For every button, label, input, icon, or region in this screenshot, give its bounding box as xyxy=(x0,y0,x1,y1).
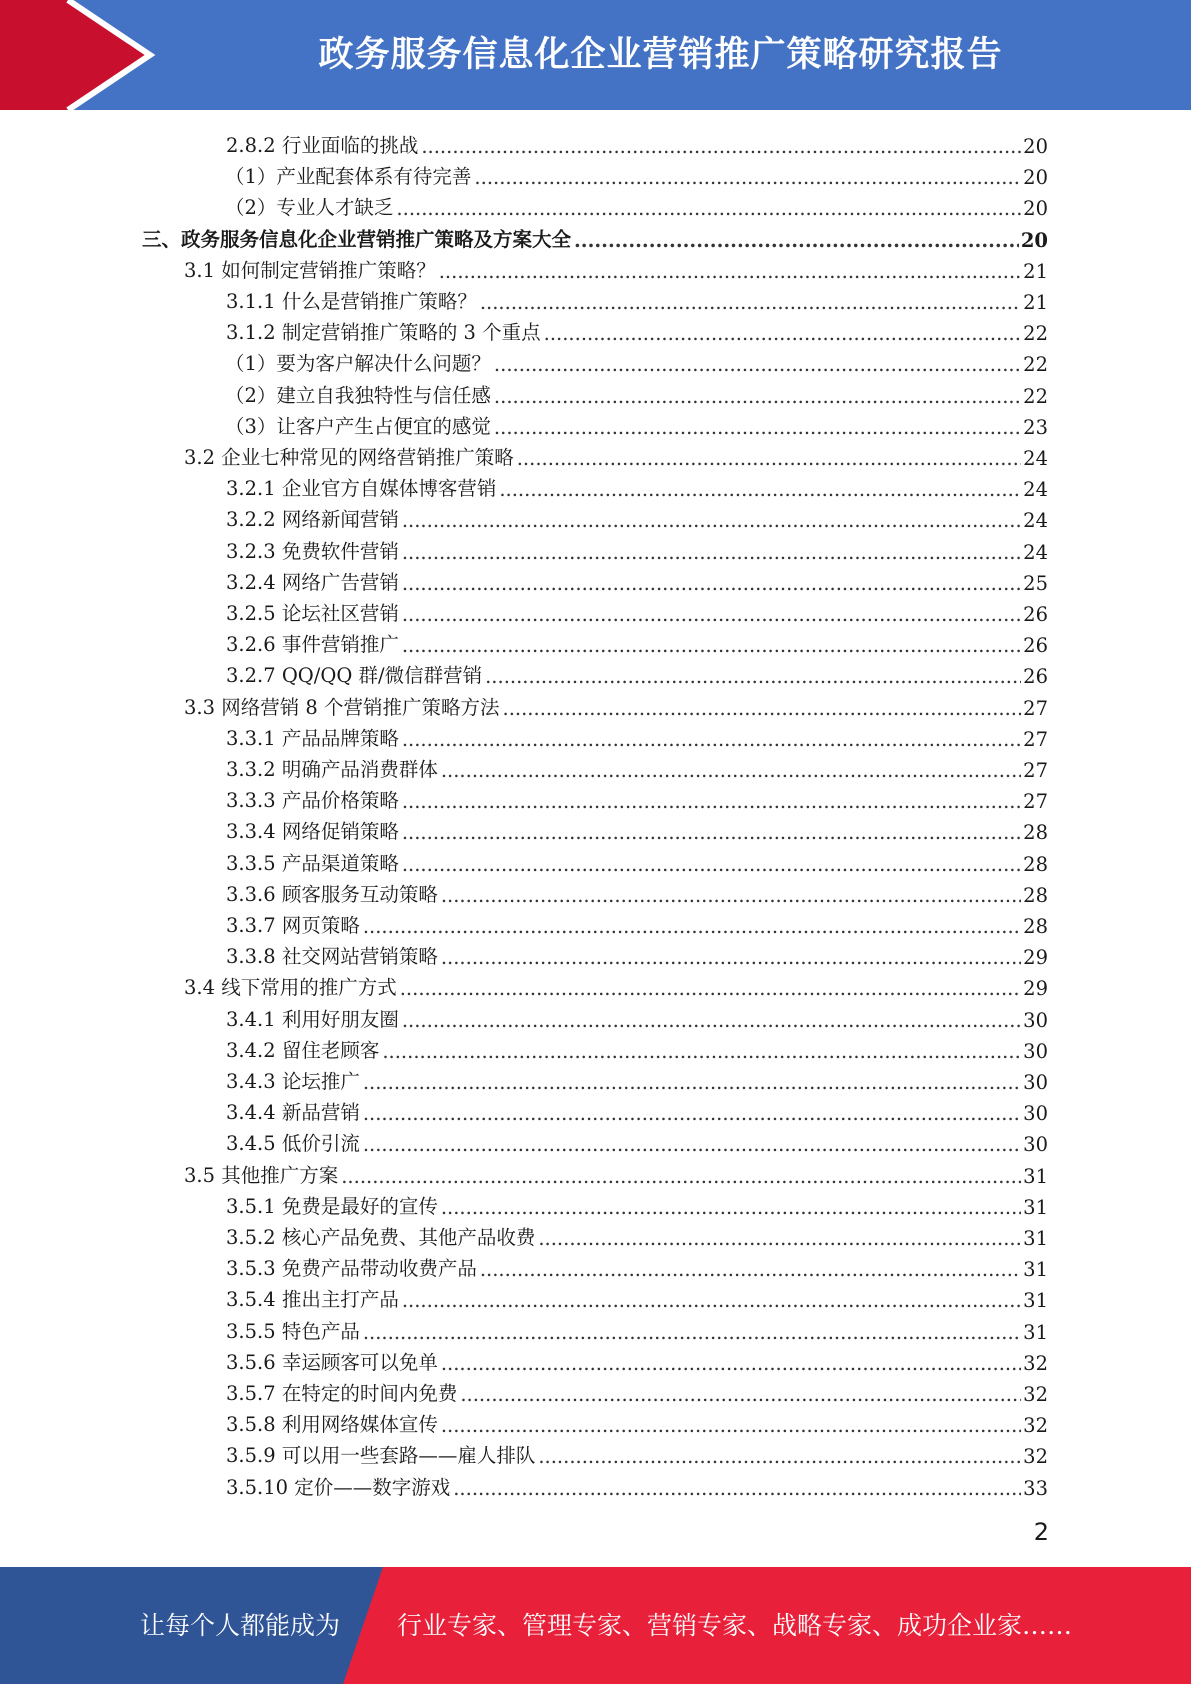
toc-dot-leader xyxy=(538,1227,1021,1250)
toc-entry-title: 3.5.4 推出主打产品 xyxy=(226,1288,399,1312)
toc-entry-page: 28 xyxy=(1023,883,1048,907)
toc-entry-page: 32 xyxy=(1023,1414,1048,1438)
toc-entry-page: 24 xyxy=(1023,540,1048,564)
toc-entry-title: 3.5.9 可以用一些套路——雇人排队 xyxy=(226,1444,536,1468)
toc-entry-title: 3.4.4 新品营销 xyxy=(226,1101,360,1125)
toc-entry-page: 31 xyxy=(1023,1227,1048,1250)
toc-entry[interactable] xyxy=(226,470,1048,501)
toc-dot-leader xyxy=(402,728,1021,751)
toc-entry-page: 30 xyxy=(1023,1071,1048,1094)
toc-dot-leader xyxy=(480,1258,1021,1281)
toc-entry[interactable] xyxy=(226,813,1048,844)
toc-entry-title: （1）要为客户解决什么问题？ xyxy=(225,352,491,376)
toc-entry-title: 3.5.6 幸运顾客可以免单 xyxy=(226,1350,438,1374)
toc-entry-page: 27 xyxy=(1023,790,1048,814)
toc-entry[interactable] xyxy=(226,1094,1048,1125)
toc-entry-title: 2.8.2 行业面临的挑战 xyxy=(226,134,419,157)
toc-entry-page: 24 xyxy=(1023,478,1048,502)
toc-entry-title: 3.2.2 网络新闻营销 xyxy=(226,508,399,532)
toc-entry-title: 3.3.8 社交网站营销策略 xyxy=(226,945,438,969)
toc-entry-page: 22 xyxy=(1023,322,1048,346)
toc-dot-leader xyxy=(441,884,1021,907)
toc-entry-page: 20 xyxy=(1023,197,1048,221)
toc-dot-leader xyxy=(494,385,1021,408)
toc-dot-leader xyxy=(402,572,1021,595)
toc-dot-leader xyxy=(441,759,1021,782)
toc-entry[interactable] xyxy=(226,501,1048,532)
toc-dot-leader xyxy=(402,1289,1021,1312)
toc-dot-leader xyxy=(480,291,1021,314)
toc-entry-page: 31 xyxy=(1023,1164,1048,1188)
toc-entry-title: 3.4 线下常用的推广方式 xyxy=(184,976,397,1000)
toc-dot-leader xyxy=(402,1009,1021,1032)
toc-entry-page: 22 xyxy=(1023,384,1048,408)
toc-entry-title: 3.4.1 利用好朋友圈 xyxy=(226,1007,399,1031)
toc-entry-page: 30 xyxy=(1023,1133,1048,1157)
toc-entry[interactable] xyxy=(226,720,1048,751)
toc-entry[interactable] xyxy=(184,969,1048,1000)
toc-entry-title: 3.5.8 利用网络媒体宣传 xyxy=(226,1413,438,1437)
toc-dot-leader xyxy=(441,1414,1021,1437)
toc-dot-leader xyxy=(439,260,1021,283)
toc-entry[interactable] xyxy=(225,345,1048,376)
toc-entry[interactable] xyxy=(184,252,1048,283)
toc-entry-page: 24 xyxy=(1023,509,1048,533)
toc-entry-title: 3.2.3 免费软件营销 xyxy=(226,539,399,563)
toc-entry-title: 3.2.7 QQ/QQ 群/微信群营销 xyxy=(226,664,483,688)
toc-entry[interactable] xyxy=(226,1281,1048,1312)
toc-entry-title: 3.1 如何制定营销推广策略？ xyxy=(184,258,436,282)
toc-dot-leader xyxy=(494,353,1021,376)
toc-entry[interactable] xyxy=(226,595,1048,626)
toc-entry-title: （3）让客户产生占便宜的感觉 xyxy=(225,414,491,438)
toc-entry[interactable] xyxy=(225,158,1048,189)
toc-entry-title: 3.3.4 网络促销策略 xyxy=(226,820,399,844)
toc-entry-title: 3.3.1 产品品牌策略 xyxy=(226,726,399,750)
toc-entry-title: （1）产业配套体系有待完善 xyxy=(225,165,472,189)
toc-entry[interactable] xyxy=(226,751,1048,782)
page-header xyxy=(0,0,1191,110)
toc-dot-leader xyxy=(544,322,1022,345)
toc-entry-page: 27 xyxy=(1023,727,1048,751)
toc-entry-page: 20 xyxy=(1023,166,1048,190)
toc-entry[interactable] xyxy=(226,1250,1048,1281)
toc-entry[interactable] xyxy=(226,907,1048,938)
toc-dot-leader xyxy=(382,1040,1021,1063)
toc-entry-page: 32 xyxy=(1023,1383,1048,1406)
toc-entry-title: 3.2 企业七种常见的网络营销推广策略 xyxy=(184,446,514,469)
toc-entry-page: 26 xyxy=(1023,665,1048,689)
toc-entry[interactable] xyxy=(225,377,1048,408)
footer-slogan: 让每个人都能成为 xyxy=(140,1611,341,1640)
toc-entry[interactable] xyxy=(226,626,1048,657)
toc-dot-leader xyxy=(400,977,1021,1000)
header-chevron-decoration xyxy=(0,0,160,110)
toc-dot-leader xyxy=(453,1477,1021,1500)
page-number: 2 xyxy=(1033,1518,1049,1546)
toc-dot-leader xyxy=(402,603,1021,626)
toc-entry-title: 3.4.2 留住老顾客 xyxy=(226,1038,380,1062)
toc-dot-leader xyxy=(538,1445,1021,1468)
toc-entry[interactable] xyxy=(226,127,1048,158)
toc-entry-title: 3.5 其他推广方案 xyxy=(184,1163,339,1187)
toc-entry-title: 3.3 网络营销 8 个营销推广策略方法 xyxy=(184,695,500,719)
toc-entry-page: 27 xyxy=(1023,759,1048,782)
toc-entry-page: 25 xyxy=(1023,571,1048,595)
toc-entry-title: 3.5.2 核心产品免费、其他产品收费 xyxy=(226,1226,536,1249)
toc-entry-page: 20 xyxy=(1020,228,1048,252)
toc-dot-leader xyxy=(441,946,1021,969)
toc-dot-leader xyxy=(503,697,1022,720)
toc-dot-leader xyxy=(402,853,1021,876)
toc-dot-leader xyxy=(402,541,1021,564)
toc-entry-title: 3.4.3 论坛推广 xyxy=(226,1070,360,1093)
toc-entry[interactable] xyxy=(226,845,1048,876)
toc-entry-page: 21 xyxy=(1023,291,1048,314)
toc-entry-title: 3.3.2 明确产品消费群体 xyxy=(226,758,438,781)
toc-entry-page: 23 xyxy=(1023,415,1048,439)
toc-dot-leader xyxy=(421,135,1021,158)
toc-entry[interactable] xyxy=(226,657,1048,688)
toc-entry-title: 3.3.5 产品渠道策略 xyxy=(226,851,399,875)
toc-entry-page: 26 xyxy=(1023,603,1048,626)
toc-entry-title: 3.5.3 免费产品带动收费产品 xyxy=(226,1257,477,1281)
toc-dot-leader xyxy=(363,1071,1021,1094)
toc-dot-leader xyxy=(402,634,1021,657)
toc-dot-leader xyxy=(341,1165,1021,1188)
toc-dot-leader xyxy=(363,1321,1021,1344)
toc-entry[interactable] xyxy=(142,221,1048,252)
toc-entry[interactable] xyxy=(225,189,1048,220)
toc-dot-leader xyxy=(574,229,1019,252)
toc-dot-leader xyxy=(474,166,1021,189)
toc-entry-page: 32 xyxy=(1023,1351,1048,1375)
toc-entry-page: 31 xyxy=(1023,1289,1048,1313)
toc-entry-page: 29 xyxy=(1023,946,1048,970)
toc-entry[interactable] xyxy=(226,938,1048,969)
toc-entry-page: 31 xyxy=(1023,1320,1048,1344)
toc-dot-leader xyxy=(363,1133,1021,1156)
toc-entry[interactable] xyxy=(226,1406,1048,1437)
toc-entry[interactable] xyxy=(226,782,1048,813)
toc-entry-title: 3.5.10 定价——数字游戏 xyxy=(226,1475,451,1499)
toc-entry-title: 3.2.1 企业官方自媒体博客营销 xyxy=(226,477,497,501)
toc-entry[interactable] xyxy=(226,283,1048,314)
toc-dot-leader xyxy=(499,478,1021,501)
toc-entry-title: 3.5.1 免费是最好的宣传 xyxy=(226,1194,438,1218)
toc-entry-page: 20 xyxy=(1023,135,1048,158)
toc-entry[interactable] xyxy=(226,1344,1048,1375)
toc-dot-leader xyxy=(363,1102,1021,1125)
toc-entry-title: 3.5.7 在特定的时间内免费 xyxy=(226,1382,458,1405)
toc-dot-leader xyxy=(485,665,1021,688)
toc-entry[interactable] xyxy=(226,533,1048,564)
toc-entry-page: 28 xyxy=(1023,821,1048,845)
toc-dot-leader xyxy=(402,821,1021,844)
toc-entry[interactable] xyxy=(184,689,1048,720)
toc-dot-leader xyxy=(402,509,1021,532)
toc-entry-page: 33 xyxy=(1023,1476,1048,1500)
toc-entry[interactable] xyxy=(226,1469,1048,1500)
toc-entry-page: 28 xyxy=(1023,852,1048,876)
toc-entry-title: 3.2.4 网络广告营销 xyxy=(226,570,399,594)
page-footer xyxy=(0,1567,1191,1684)
toc-entry-page: 30 xyxy=(1023,1008,1048,1032)
toc-entry[interactable] xyxy=(226,1437,1048,1468)
toc-entry-page: 24 xyxy=(1023,447,1048,470)
toc-entry-page: 30 xyxy=(1023,1102,1048,1126)
toc-entry-page: 28 xyxy=(1023,915,1048,938)
toc-entry-page: 22 xyxy=(1023,353,1048,377)
toc-entry[interactable] xyxy=(226,1063,1048,1094)
toc-entry[interactable] xyxy=(226,314,1048,345)
toc-entry-title: （2）专业人才缺乏 xyxy=(225,196,394,220)
toc-entry[interactable] xyxy=(184,439,1048,470)
toc-entry[interactable] xyxy=(226,1188,1048,1219)
footer-tagline: 行业专家、管理专家、营销专家、战略专家、成功企业家…… xyxy=(397,1611,1073,1640)
toc-entry-title: 3.3.7 网页策略 xyxy=(226,914,360,937)
toc-entry-page: 21 xyxy=(1023,259,1048,283)
toc-entry-title: 3.1.1 什么是营销推广策略？ xyxy=(226,290,477,313)
toc-entry[interactable] xyxy=(226,1219,1048,1250)
toc-entry-title: 3.3.3 产品价格策略 xyxy=(226,789,399,813)
toc-dot-leader xyxy=(460,1383,1021,1406)
toc-entry[interactable] xyxy=(226,876,1048,907)
toc-entry[interactable] xyxy=(226,1313,1048,1344)
toc-entry-page: 26 xyxy=(1023,634,1048,658)
toc-entry[interactable] xyxy=(226,1001,1048,1032)
toc-dot-leader xyxy=(363,915,1021,938)
toc-entry-title: 三、政务服务信息化企业营销推广策略及方案大全 xyxy=(142,227,572,251)
toc-dot-leader xyxy=(441,1352,1021,1375)
toc-entry[interactable] xyxy=(226,1125,1048,1156)
toc-entry-page: 30 xyxy=(1023,1039,1048,1063)
toc-entry-page: 31 xyxy=(1023,1258,1048,1282)
toc-entry-title: 3.3.6 顾客服务互动策略 xyxy=(226,882,438,906)
toc-entry-page: 29 xyxy=(1023,977,1048,1001)
toc-entry-title: 3.1.2 制定营销推广策略的 3 个重点 xyxy=(226,321,541,345)
header-title: 政务服务信息化企业营销推广策略研究报告 xyxy=(318,35,1003,75)
toc-dot-leader xyxy=(494,416,1021,439)
toc-entry-title: 3.4.5 低价引流 xyxy=(226,1132,360,1156)
toc-entry-title: （2）建立自我独特性与信任感 xyxy=(225,383,491,407)
toc-entry[interactable] xyxy=(226,1032,1048,1063)
toc-dot-leader xyxy=(517,447,1021,470)
toc-entry[interactable] xyxy=(226,564,1048,595)
toc-entry[interactable] xyxy=(225,408,1048,439)
toc-entry[interactable] xyxy=(184,1157,1048,1188)
toc-entry-title: 3.2.5 论坛社区营销 xyxy=(226,602,399,625)
toc-entry-page: 27 xyxy=(1023,696,1048,720)
toc-dot-leader xyxy=(441,1196,1021,1219)
toc-entry-page: 32 xyxy=(1023,1445,1048,1469)
toc-entry[interactable] xyxy=(226,1375,1048,1406)
toc-entry-title: 3.2.6 事件营销推广 xyxy=(226,633,399,657)
toc-dot-leader xyxy=(402,790,1021,813)
toc-entry-page: 31 xyxy=(1023,1195,1048,1219)
toc-dot-leader xyxy=(396,197,1021,220)
toc-entry-title: 3.5.5 特色产品 xyxy=(226,1319,360,1343)
